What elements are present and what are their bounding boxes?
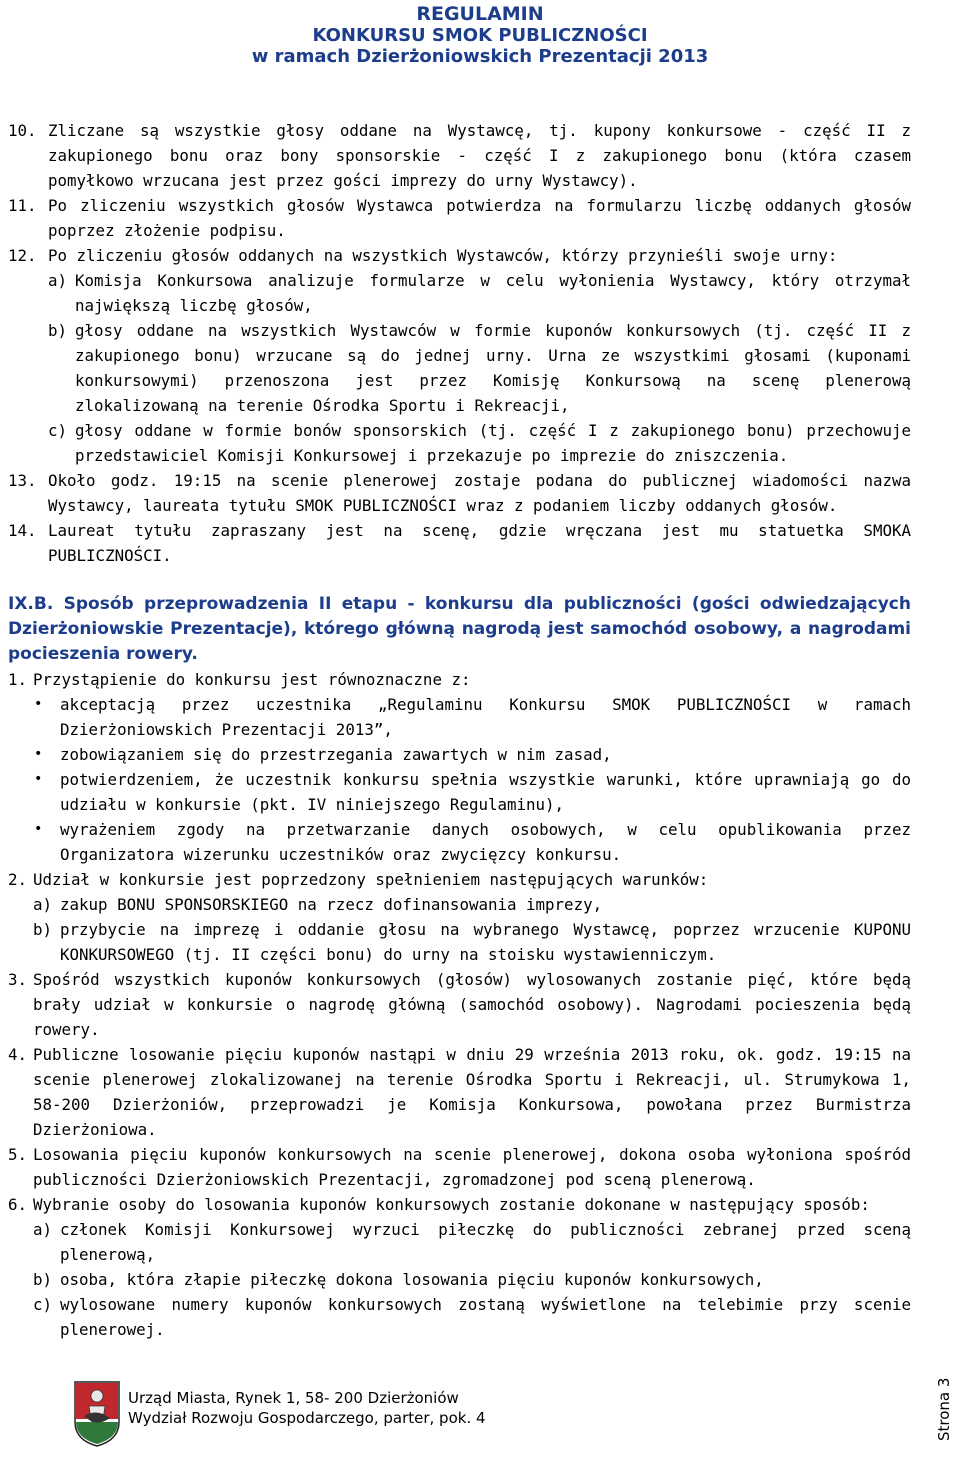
sub-text: Komisja Konkursowa analizuje formularze w celu wyłonienia Wystawcy, który otrzymał największą liczbę głosów, [75, 271, 911, 315]
rule-number: 12. [8, 246, 37, 265]
sub-text: osoba, która złapie piłeczkę dokona losowania pięciu kuponów konkursowych, [60, 1270, 764, 1289]
sub-label: b) [48, 321, 68, 340]
point-2 [8, 867, 911, 892]
point-2-b [8, 917, 911, 967]
sub-text [75, 318, 911, 418]
bullet-item [8, 692, 911, 742]
rule-text: Po zliczeniu wszystkich głosów Wystawca potwierdza na formularzu liczbę oddanych głosów poprzez złożenie podpisu. [48, 196, 911, 240]
sub-label: a) [48, 271, 68, 290]
rule-12-a [8, 268, 911, 318]
sub-label: c) [33, 1295, 53, 1314]
point-text: Losowania pięciu kuponów konkursowych na scenie plenerowej, dokona osoba wyłoniona spośród publiczności Dzierżoniowskich Prezentacji, zgromadzonej pod sceną plenerową. [33, 1145, 911, 1189]
rule-number: 11. [8, 196, 37, 215]
point-1 [8, 667, 911, 692]
point-3 [8, 967, 911, 1042]
rule-text: Około godz. 19:15 na scenie plenerowej zostaje podana do publicznej wiadomości nazwa Wystawcy, laureata tytułu SMOK PUBLICZNOŚCI wraz z podaniem liczby oddanych głosów. [48, 471, 911, 515]
point-text: Publiczne losowanie pięciu kuponów nastąpi w dniu 29 września 2013 roku, ok. godz. 19:15 na scenie plenerowej zlokalizowanej na terenie Ośrodka Sportu i Rekreacji, ul. Strumykowa 1, 58-200 Dzierżoniów, przeprowadzi je Komisja Konkursowa, powołana przez Burmistrza Dzierżoniowa. [33, 1045, 911, 1139]
rule-number: 13. [8, 471, 37, 490]
page-number: Strona 3 [935, 1377, 953, 1441]
sub-text: głosy oddane w formie bonów sponsorskich (tj. część I z zakupionego bonu) przechowuje przedstawiciel Komisji Konkursowej i przekazuje po imprezie do zniszczenia. [75, 421, 911, 465]
point-number: 4. [8, 1045, 28, 1064]
footer [128, 1388, 486, 1428]
sub-label: a) [33, 895, 53, 914]
bullet-text: zobowiązaniem się do przestrzegania zawartych w nim zasad, [60, 745, 612, 764]
rule-14 [8, 518, 911, 568]
point-number: 3. [8, 970, 28, 989]
rule-12-b [8, 318, 911, 418]
sub-label: a) [33, 1220, 53, 1239]
rule-text: Zliczane są wszystkie głosy oddane na Wystawcę, tj. kupony konkursowe - część II z zakupionego bonu oraz bony sponsorskie - część I z zakupionego bonu (która czasem pomyłkowo wrzucana jest przez gości imprezy do urny Wystawcy). [48, 121, 911, 190]
point-5 [8, 1142, 911, 1192]
section-heading: IX.B. Sposób przeprowadzenia II etapu - konkursu dla publiczności (gości odwiedzających Dzierżoniowskie Prezentacje), którego główną nagrodą jest samochód osobowy, a nagrodami pocieszenia rowery. [8, 594, 911, 664]
document-header [0, 4, 960, 67]
bullet-item [8, 817, 911, 867]
sub-text: członek Komisji Konkursowej wyrzuci piłeczkę do publiczności zebranej przed sceną plenerową, [60, 1220, 911, 1264]
point-6-a [8, 1217, 911, 1267]
sub-text-part2: Urna ze wszystkimi głosami (kuponami konkursowymi) przenoszona jest przez Komisję Konkursową na scenę plenerową zlokalizowaną na terenie Ośrodka Sportu i Rekreacji, [75, 346, 911, 415]
bullet-text: akceptacją przez uczestnika „Regulaminu Konkursu SMOK PUBLICZNOŚCI w ramach Dzierżoniowskich Prezentacji 2013”, [60, 695, 911, 739]
point-6-b [8, 1267, 911, 1292]
bullet-item [8, 767, 911, 817]
rule-10 [8, 118, 911, 193]
sub-text: przybycie na imprezę i oddanie głosu na wybranego Wystawcę, poprzez wrzucenie KUPONU KONKURSOWEGO (tj. II części bonu) do urny na stoisku wystawienniczym. [60, 920, 911, 964]
point-6-c [8, 1292, 911, 1342]
point-text: Udział w konkursie jest poprzedzony spełnieniem następujących warunków: [33, 870, 709, 889]
header-event: w ramach Dzierżoniowskich Prezentacji 2013 [251, 46, 709, 67]
sub-text: wylosowane numery kuponów konkursowych zostaną wyświetlone na telebimie przy scenie plenerowej. [60, 1295, 911, 1339]
bullet-icon: • [34, 746, 43, 762]
point-text: Wybranie osoby do losowania kuponów konkursowych zostanie dokonane w następujący sposób: [33, 1195, 870, 1214]
rule-12 [8, 243, 911, 268]
point-text: Spośród wszystkich kuponów konkursowych (głosów) wylosowanych zostanie pięć, które będą brały udział w konkursie o nagrodę główną (samochód osobowy). Nagrodami pocieszenia będą rowery. [33, 970, 911, 1039]
rule-text: Laureat tytułu zapraszany jest na scenę, gdzie wręczana jest mu statuetka SMOKA PUBLICZNOŚCI. [48, 521, 911, 565]
point-number: 6. [8, 1195, 28, 1214]
coat-of-arms-icon [72, 1378, 122, 1448]
point-4 [8, 1042, 911, 1142]
sub-label: b) [33, 920, 53, 939]
sub-text: zakup BONU SPONSORSKIEGO na rzecz dofinansowania imprezy, [60, 895, 603, 914]
bullet-icon: • [34, 821, 43, 837]
point-number: 2. [8, 870, 28, 889]
header-subtitle: KONKURSU SMOK PUBLICZNOŚCI [312, 25, 648, 46]
point-number: 5. [8, 1145, 28, 1164]
point-2-a [8, 892, 911, 917]
header-title: REGULAMIN [416, 3, 544, 25]
bullet-text: potwierdzeniem, że uczestnik konkursu spełnia wszystkie warunki, które uprawniają go do udziału w konkursie (pkt. IV niniejszego Regulaminu), [60, 770, 911, 814]
point-6 [8, 1192, 911, 1217]
bullet-icon: • [34, 771, 43, 787]
point-text: Przystąpienie do konkursu jest równoznaczne z: [33, 670, 471, 689]
footer-department: Wydział Rozwoju Gospodarczego, parter, pok. 4 [128, 1409, 486, 1427]
rule-text: Po zliczeniu głosów oddanych na wszystkich Wystawców, którzy przynieśli swoje urny: [48, 246, 838, 265]
sub-label: c) [48, 421, 68, 440]
sub-text-part1: głosy oddane na wszystkich Wystawców w formie kuponów konkursowych (tj. część II z zakupionego bonu) wrzucane są do jednej urny. [75, 321, 911, 365]
rule-number: 10. [8, 121, 37, 140]
bullet-icon: • [34, 696, 43, 712]
document-body [8, 118, 911, 1342]
point-number: 1. [8, 670, 28, 689]
rule-11 [8, 193, 911, 243]
bullet-text: wyrażeniem zgody na przetwarzanie danych osobowych, w celu opublikowania przez Organizatora wizerunku uczestników oraz zwycięzcy konkursu. [60, 820, 911, 864]
rule-number: 14. [8, 521, 37, 540]
bullet-item [8, 742, 911, 767]
sub-label: b) [33, 1270, 53, 1289]
footer-address: Urząd Miasta, Rynek 1, 58- 200 Dzierżoniów [128, 1389, 459, 1407]
rule-13 [8, 468, 911, 518]
rule-12-c [8, 418, 911, 468]
